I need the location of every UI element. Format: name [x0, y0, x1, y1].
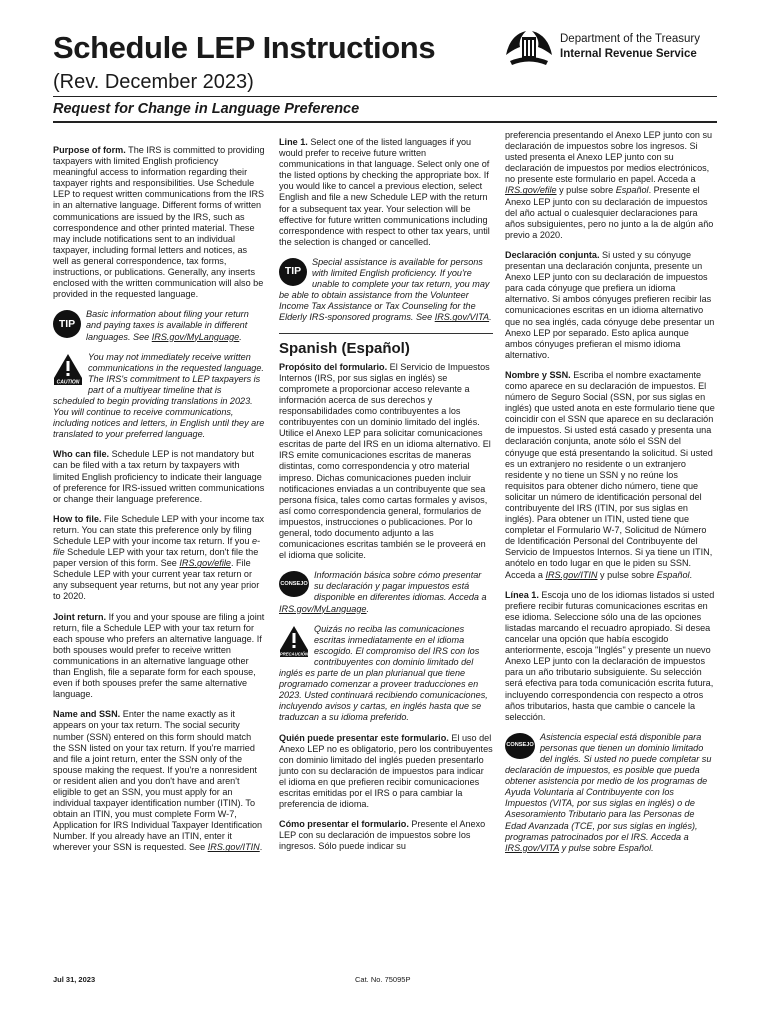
line1-paragraph: Line 1. Select one of the listed languages if you would prefer to receive future written communications in that language. Select only one of the listed options by checking the appropriate box. If you would like to cancel a previous election, select English and file a new Schedule LEP with the return for a subsequent tax year. Your selection will be effective for future written communications including correspondence with respect to other tax years, until the selection is changed or cancelled.	[279, 137, 490, 247]
proposito-paragraph: Propósito del formulario. El Servicio de Impuestos Internos (IRS, por sus siglas en inglés) se compromete a proporcionar acceso relevante a información acerca de sus derechos y responsabilidades como contribuyentes a los contribuyentes con un dominio limitado del inglés. Utilice el Anexo LEP para solicitar comunicaciones escritas de parte del IRS en un idioma alternativo. El IRS emite comunicaciones escritas de maneras distintas, como correspondencia y otro material impreso. Dichas comunicaciones pueden incluir notificaciones enviadas a un contribuyente que sea persona física, tales como cartas formales y avisos, así como correspondencia general, formularios de impuestos, instrucciones o publicaciones. Por lo general, todo documento adjunto a las comunicaciones escritas también se le proveerá en el idioma que solicite.	[279, 361, 491, 561]
caution-box: CAUTION You may not immediately receive written communications in the requested language. The IRS's commitment to LEP taxpayers is part of a multiyear timeline that is scheduled to begin providing translations in 2023. You will continue to receive communications, including notices and letters, in English until they are translated to your preferred language.	[53, 351, 265, 440]
catalog-number: Cat. No. 75095P	[355, 975, 411, 984]
vita-link-es[interactable]: IRS.gov/VITA	[505, 842, 560, 853]
page-title: Schedule LEP Instructions	[53, 30, 436, 65]
precaucion-icon	[279, 625, 309, 657]
footer-date: Jul 31, 2023	[53, 975, 96, 984]
form-subtitle: Request for Change in Language Preference	[53, 101, 360, 117]
column-3	[505, 130, 717, 863]
conjunta-paragraph: Declaración conjunta. Si usted y su cónyuge presentan una declaración conjunta, presente un Anexo LEP junto con su declaración de impuestos para cada cónyuge que prefiera un idioma alternativo. Si ambos cónyuges prefieren recibir las comunicaciones escritas en un idioma alternativo que no sea inglés, cada cónyuge debe presentar un Anexo LEP por separado. Esto aplica aunque ambos cónyuges prefieran el mismo idioma alternativo.	[505, 249, 715, 360]
vita-link[interactable]: IRS.gov/VITA	[434, 312, 490, 323]
tip-icon: TIP	[53, 310, 81, 338]
caution-icon	[53, 353, 83, 385]
como-paragraph: Cómo presentar el formulario. Presente el Anexo LEP con su declaración de impuestos sobre los ingresos. Sólo puede indicar su	[279, 819, 486, 852]
column-1	[53, 145, 265, 863]
tip-box-2: TIP Special assistance is available for persons with limited English proficiency. If you're unable to complete your tax return, you may be able to obtain assistance from the Volunteer Income Tax Assistance or Tax Counseling for the Elderly IRS-sponsored programs. See IRS.gov/VITA.	[279, 256, 492, 323]
tip-box: TIP Basic information about filing your return and paying taxes is available in different languages. See IRS.gov/MyLanguage.	[53, 309, 265, 342]
section-divider	[279, 333, 493, 334]
consejo-icon: CONSEJO	[505, 733, 535, 759]
quien-paragraph: Quién puede presentar este formulario. El uso del Anexo LEP no es obligatorio, pero los contribuyentes con dominio limitado del inglés pueden presentarlo junto con su declaración de impuestos para indicar el idioma en que prefieren recibir comunicaciones escritas emitidas por el IRS o para cambiar la preferencia de idioma.	[279, 732, 493, 810]
column-2	[279, 137, 493, 861]
joint-return-paragraph: Joint return. If you and your spouse are filing a joint return, file a Schedule LEP with your tax return for each spouse who prefers an alternative language. If both spouses would prefer to receive written communications in an alternative language other than English, file a separate form for each spouse, even if both spouses prefer the same alternative language.	[53, 611, 265, 700]
spanish-section-heading: Spanish (Español)	[279, 339, 410, 357]
revision-date: (Rev. December 2023)	[53, 71, 254, 93]
mylanguage-link[interactable]: IRS.gov/MyLanguage	[151, 331, 240, 342]
linea1-paragraph: Línea 1. Escoja uno de los idiomas listados si usted prefiere recibir futuras comunicaciones escritas en ese idioma. Seleccione sólo una de las opciones listadas marcando el recuadro apropiado. Si desea cancelar una opción que había escogido anteriormente, escoja "Inglés" y presente un nuevo Anexo LEP junto con la declaración de impuestos para un año tributario subsiguiente. Su selección será efectiva para toda comunicación escrita futura, incluyendo correspondencia con respecto a otros años tributarios, hasta que cambie o cancele la selección.	[505, 589, 715, 722]
svg-text:CAUTION: CAUTION	[56, 379, 80, 385]
nombre-ssn-paragraph: Nombre y SSN. Escriba el nombre exactamente como aparece en su declaración de impuestos. El número de Seguro Social (SSN, por sus siglas en inglés) que usted anota en este formulario tiene que coincidir con el SSN que aparece en su declaración de impuestos. Si usted está casado y presenta una declaración conjunta, anote sólo el SSN del cónyuge que está presentando la solicitud. Si usted es un extranjero no residente o un extranjero residente y no tiene un SSN y no reúne los requisitos para obtener dicho número, tiene que solicitar un número de identificación personal del contribuyente del IRS (ITIN, por sus siglas en inglés). Para obtener un ITIN, usted tiene que completar el Formulario W-7, Solicitud de Número de Identificación Personal del Contribuyente del Servicio de Impuestos Internos. Si ya tiene un ITIN, anótelo en todo lugar en que le piden su SSN. Acceda a IRS.gov/ITIN y pulse sobre Español.	[505, 369, 715, 580]
purpose-heading: Purpose of form.	[53, 145, 126, 155]
consejo-box-2: CONSEJO Asistencia especial está disponible para personas que tienen un dominio limitado del inglés. Si usted no puede completar su declaración de impuestos, es posible que pueda obtener asistencia por medio de los programas de Ayuda Voluntaria al Contribuyente con los Impuestos (VITA, por sus siglas en inglés) o de Asesoramiento Tributario para las Personas de Edad Avanzada (TCE, por sus siglas en inglés), programas patrocinados por el IRS. Acceda a IRS.gov/VITA y pulse sobre Español.	[505, 731, 712, 853]
continuation-paragraph: preferencia presentando el Anexo LEP junto con su declaración de impuestos sobre los ingresos. Si usted presenta el Anexo LEP junto con su declaración de impuestos por medios electrónicos, no presente este formulario en papel. Acceda a IRS.gov/efile y pulse sobre Español. Presente el Anexo LEP junto con su declaración de impuestos del año actual o cualesquier declaraciones para años subsiguientes, pero no junto a la de algún año previo a 2020.	[505, 130, 714, 240]
precaucion-box: PRECAUCIÓN Quizás no reciba las comunicaciones escritas inmediatamente en el idioma escogido. El compromiso del IRS con los contribuyentes con dominio limitado del inglés es parte de un plan plurianual que tiene programado comenzar a proveer traducciones en 2023. Usted continuará recibiendo comunicaciones, incluyendo avisos y cartas, en inglés hasta que se traduzcan a su idioma preferido.	[279, 623, 488, 723]
consejo-icon: CONSEJO	[279, 571, 309, 597]
name-ssn-paragraph: Name and SSN. Enter the name exactly as it appears on your tax return. The social security number (SSN) entered on this form should match the SSN listed on your tax return. If you're married and file a joint return, enter the SSN only of the spouse making the request. If you're a nonresident or resident alien and you don't have and aren't eligible to get an SSN, you must apply for an individual taxpayer identification number (ITIN). To obtain an ITIN, you must complete Form W-7, Application for IRS Individual Taxpayer Identification Number. If you already have an ITIN, enter it wherever your SSN is requested. See IRS.gov/ITIN.	[53, 709, 263, 853]
who-can-file-paragraph: Who can file. Schedule LEP is not mandatory but can be filed with a tax return by taxpayers with limited English proficiency to indicate their language of preference for IRS-issued written communications or change their language preference.	[53, 449, 265, 504]
svg-text:PRECAUCIÓN: PRECAUCIÓN	[279, 651, 309, 657]
itin-link-es[interactable]: IRS.gov/ITIN	[545, 569, 598, 580]
department-block	[560, 32, 700, 62]
department-name: Department of the Treasury	[560, 33, 700, 45]
consejo-box: CONSEJO Información básica sobre cómo presentar su declaración y pagar impuestos está disponible en diferentes idiomas. Acceda a IRS.gov/MyLanguage.	[279, 570, 487, 614]
mylanguage-link-es[interactable]: IRS.gov/MyLanguage	[279, 603, 367, 614]
purpose-paragraph: Purpose of form. The IRS is committed to providing taxpayers with limited English proficiency meaningful access to information regarding their taxpayer rights and responsibilities. Use Schedule LEP to request written communications from the IRS in an alternative language. Different forms of written communications are issued by the IRS, such as correspondence and other printed material. These may include notifications sent to an individual taxpayer, including formal letters and notices, as well as general correspondence, tax forms, instructions, or publications. Generally, any inserts enclosed with the written communication will also be provided in the requested language.	[53, 145, 265, 300]
tip-icon: TIP	[279, 258, 307, 286]
efile-link[interactable]: IRS.gov/efile	[179, 558, 231, 569]
how-to-file-paragraph: How to file. File Schedule LEP with your income tax return. You can state this preference only by filing Schedule LEP with your income tax return. If you e-file Schedule LEP with your tax return, don't file the paper version of this form. See IRS.gov/efile. File Schedule LEP with your current year tax return or any subsequent year returns, but not any year prior to 2020.	[53, 513, 265, 602]
subtitle-divider	[53, 121, 717, 123]
efile-link-es[interactable]: IRS.gov/efile	[505, 185, 557, 196]
header-divider	[53, 96, 717, 97]
irs-eagle-logo-icon	[504, 25, 554, 69]
agency-name: Internal Revenue Service	[560, 48, 697, 60]
itin-link[interactable]: IRS.gov/ITIN	[207, 842, 260, 853]
